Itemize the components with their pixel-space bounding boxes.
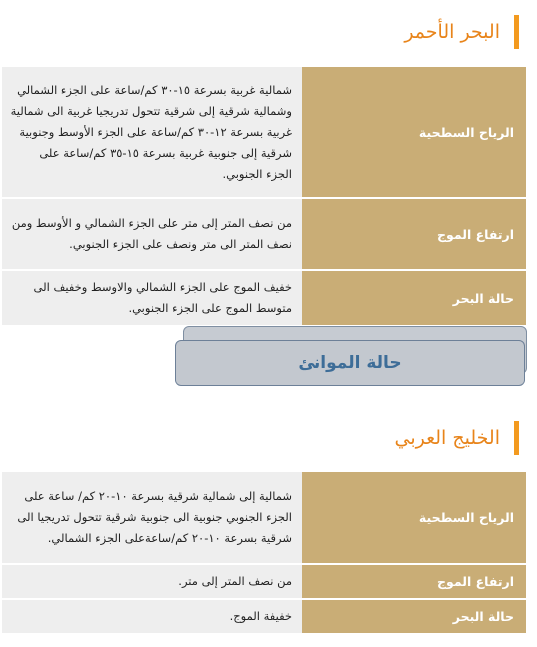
row-label: ارتفاع الموج (302, 199, 526, 269)
row-value: شمالية إلى شمالية شرقية بسرعة ١٠-٢٠ كم/ ساعة على الجزء الجنوبي جنوبية الى جنوبية شرقية تتحول تدريجيا الى شرقية بسرعة ١٠-٢٠ كم/ساعةعلى الجزء الشمالي. (2, 472, 302, 563)
ports-button-wrap (175, 326, 526, 388)
table-row (2, 271, 526, 325)
red-sea-title: البحر الأحمر (404, 21, 500, 43)
row-value: شمالية غربية بسرعة ١٥-٣٠ كم/ساعة على الجزء الشمالي وشمالية شرقية إلى شرقية تتحول تدريجيا غربية الى شمالية غربية بسرعة ١٢-٣٠ كم/ساعة على الجزء الأوسط وجنوبية شرقية إلى جنوبية غربية بسرعة ١٥-٣٥ كم/ساعة على الجزء الجنوبي. (2, 67, 302, 197)
table-row (2, 565, 526, 598)
table-row (2, 472, 526, 563)
arabian-gulf-header (394, 421, 519, 455)
ports-status-button[interactable] (175, 340, 525, 386)
row-label: الرياح السطحية (302, 67, 526, 197)
ports-status-label: حالة الموانئ (298, 353, 402, 373)
arabian-gulf-table (2, 470, 526, 635)
table-row (2, 67, 526, 197)
row-label: الرياح السطحية (302, 472, 526, 563)
row-label: حالة البحر (302, 271, 526, 325)
red-sea-table (2, 65, 526, 327)
row-value: من نصف المتر إلى متر على الجزء الشمالي و الأوسط ومن نصف المتر الى متر ونصف على الجزء الجنوبي. (2, 199, 302, 269)
row-value: خفيف الموج على الجزء الشمالي والاوسط وخفيف الى متوسط الموج على الجزء الجنوبي. (2, 271, 302, 325)
row-value: خفيفة الموج. (2, 600, 302, 633)
arabian-gulf-title: الخليج العربي (394, 427, 500, 449)
red-sea-header (404, 15, 519, 49)
row-label: ارتفاع الموج (302, 565, 526, 598)
table-row (2, 199, 526, 269)
table-row (2, 600, 526, 633)
row-value: من نصف المتر إلى متر. (2, 565, 302, 598)
row-label: حالة البحر (302, 600, 526, 633)
